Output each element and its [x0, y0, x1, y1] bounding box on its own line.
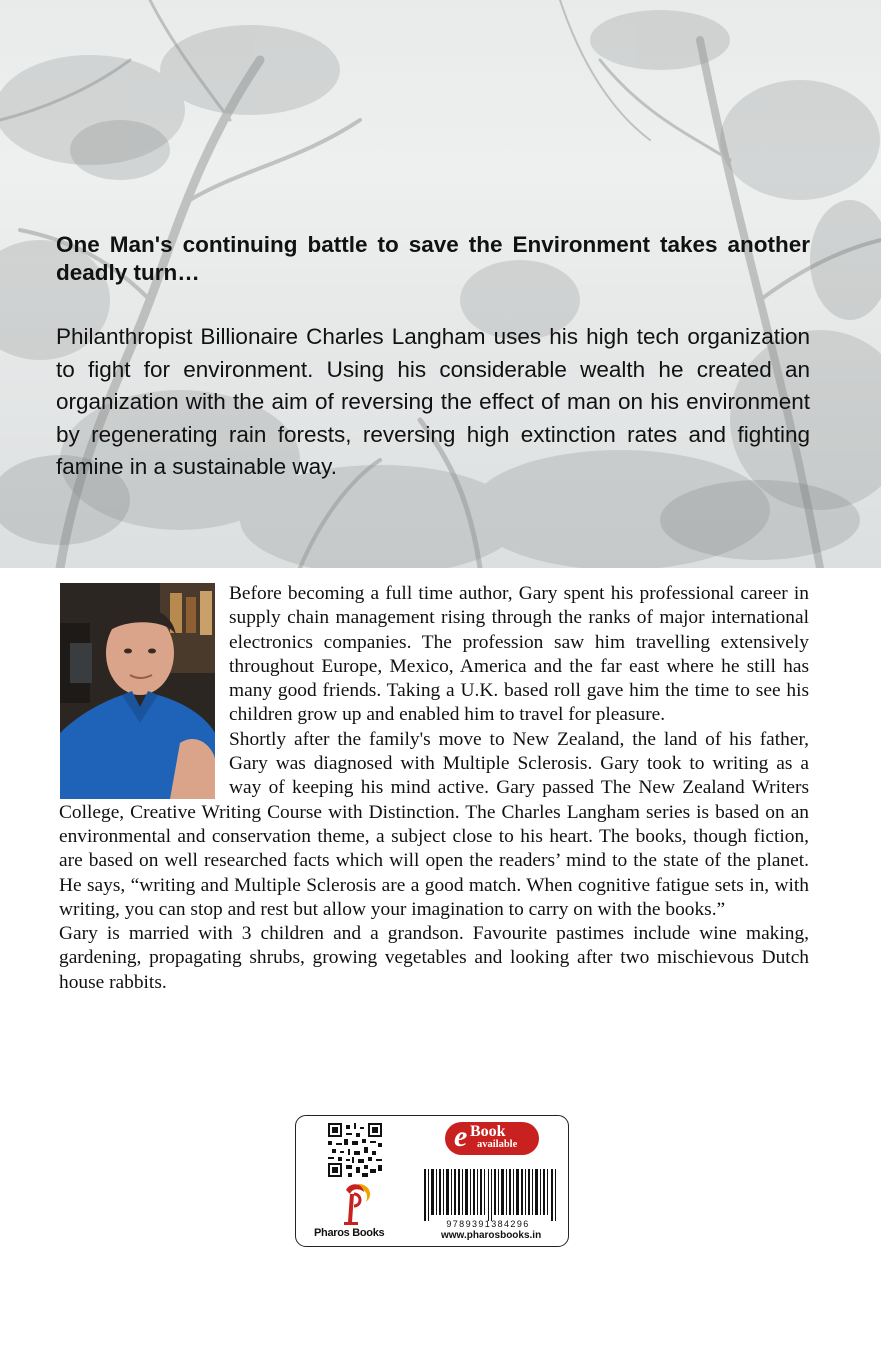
ebook-word: Book: [470, 1123, 506, 1140]
cover-tagline: One Man's continuing battle to save the Environment takes another deadly turn…: [56, 232, 810, 285]
cover-blurb: Philanthropist Billionaire Charles Langham uses his high tech organization to fight for environment. Using his considerable wealth he created an organization with the aim of reversing the effect of man on his environment by regenerating rain forests, reversing high extinction rates and fighting famine in a sustainable way.: [56, 324, 810, 479]
ebook-letter: e: [454, 1120, 468, 1153]
isbn-barcode: [424, 1169, 558, 1221]
author-bio: [59, 582, 809, 995]
publisher-website: www.pharosbooks.in: [441, 1230, 542, 1241]
bio-paragraph: Before becoming a full time author, Gary spent his professional career in supply chain management rising through the ranks of major international electronics companies. The profession saw him travelling extensively throughout Europe, Mexico, America and the far east where he still has many good friends. Taking a U.K. based roll gave him the time to see his children grow up and enabled him to travel for pleasure.: [229, 583, 809, 726]
pharos-lighthouse-logo: [336, 1180, 376, 1226]
cover-background-photo: [0, 0, 881, 568]
isbn-number: 9789391384296: [446, 1219, 530, 1229]
bio-paragraph: Shortly after the family's move to New Zealand, the land of his father, Gary was diagnosed with Multiple Sclerosis. Gary took to writing as a way of keeping his mind active. Gary passed The New Zealand Writers College, Creative Writing Course with Distinction. The Charles Langham series is based on an environmental and conservation theme, a subject close to his heart. The books, though fiction, are based on well researched facts which will open the readers’ mind to the state of the planet. He says, “writing and Multiple Sclerosis are a good match. When cognitive fatigue sets in, with writing, you can stop and rest but allow your imagination to carry on with the books.”: [59, 728, 809, 920]
ebook-available-badge: [445, 1122, 539, 1155]
publisher-name: Pharos Books: [314, 1227, 385, 1239]
publisher-info-box: [295, 1115, 569, 1247]
bio-paragraph: Gary is married with 3 children and a grandson. Favourite pastimes include wine making, gardening, propagating shrubs, growing vegetables and looking after two mischievous Dutch house rabbits.: [59, 923, 809, 993]
photo-wrap-space: [59, 582, 229, 800]
ebook-available-label: available: [477, 1139, 518, 1150]
qr-code: [328, 1123, 382, 1177]
